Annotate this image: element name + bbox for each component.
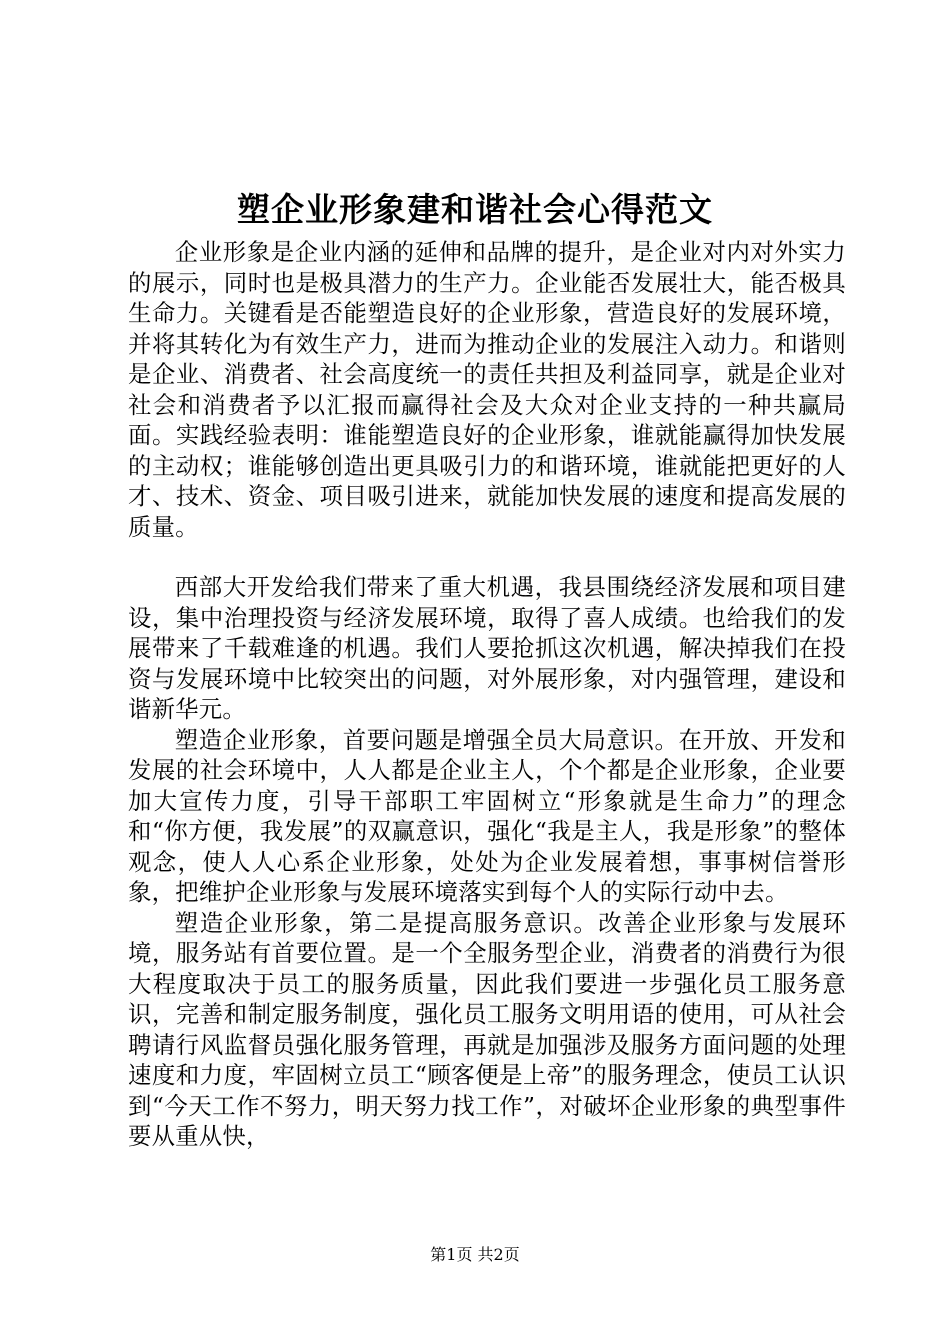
paragraph-1: 企业形象是企业内涵的延伸和品牌的提升，是企业对内对外实力的展示，同时也是极具潜力的生产力。企业能否发展壮大，能否极具生命力。关键看是否能塑造良好的企业形象，营造良好的发展环境，并将其转化为有效生产力，进而为推动企业的发展注入动力。和谐则是企业、消费者、社会高度统一的责任共担及利益同享，就是企业对社会和消费者予以汇报而赢得社会及大众对企业支持的一种共赢局面。实践经验表明：谁能塑造良好的企业形象，谁就能赢得加快发展的主动权；谁能够创造出更具吸引力的和谐环境，谁就能把更好的人才、技术、资金、项目吸引进来，就能加快发展的速度和提高发展的质量。 — [128, 238, 846, 541]
page-footer: 第1页 共2页 — [430, 1245, 520, 1264]
document-title: 塑企业形象建和谐社会心得范文 — [237, 190, 713, 229]
paragraph-2: 西部大开发给我们带来了重大机遇，我县围绕经济发展和项目建设，集中治理投资与经济发展环境，取得了喜人成绩。也给我们的发展带来了千载难逢的机遇。我们人要抢抓这次机遇，解决掉我们在投资与发展环境中比较突出的问题，对外展形象，对内强管理，建设和谐新华元。 — [128, 573, 846, 723]
paragraph-4: 塑造企业形象，第二是提高服务意识。改善企业形象与发展环境，服务站有首要位置。是一个全服务型企业，消费者的消费行为很大程度取决于员工的服务质量，因此我们要进一步强化员工服务意识，完善和制定服务制度，强化员工服务文明用语的使用，可从社会聘请行风监督员强化服务管理，再就是加强涉及服务方面问题的处理速度和力度，牢固树立员工“顾客便是上帝”的服务理念，使员工认识到“今天工作不努力，明天努力找工作”，对破坏企业形象的典型事件要从重从快， — [128, 908, 846, 1150]
paragraph-3: 塑造企业形象，首要问题是增强全员大局意识。在开放、开发和发展的社会环境中，人人都是企业主人，个个都是企业形象，企业要加大宣传力度，引导干部职工牢固树立“形象就是生命力”的理念和“你方便，我发展”的双赢意识，强化“我是主人，我是形象”的整体观念，使人人心系企业形象，处处为企业发展着想，事事树信誉形象，把维护企业形象与发展环境落实到每个人的实际行动中去。 — [128, 725, 846, 906]
document-body — [128, 237, 846, 1152]
